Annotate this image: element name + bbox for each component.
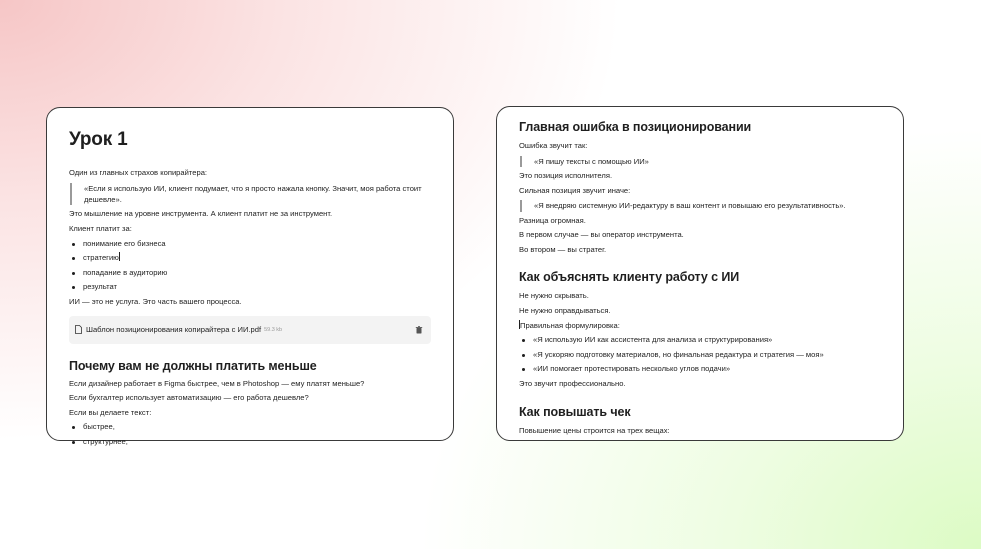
blockquote: «Если я использую ИИ, клиент подумает, что я просто нажала кнопку. Значит, моя работа стоит дешевле». [70,183,431,206]
list-item: структурнее, [69,435,431,450]
list-item: быстрее, [69,420,431,435]
lesson-card-right [496,106,904,441]
list-item: «Я ускоряю подготовку материалов, но финальная редактура и стратегия — моя» [519,348,881,363]
blockquote: «Я внедряю системную ИИ-редактуру в ваш контент и повышаю его результативность». [520,200,881,211]
section-heading: Как повышать чек [519,404,631,419]
paragraph: Разница огромная. [519,215,586,225]
paragraph-text: Правильная формулировка: [520,320,620,330]
blockquote: «Я пишу тексты с помощью ИИ» [520,156,881,167]
list-item[interactable] [69,251,431,266]
bullet-list [69,237,431,295]
paragraph: Это позиция исполнителя. [519,171,613,180]
list-item: результат [69,280,431,295]
paragraph: Если вы делаете текст: [69,407,152,417]
list-item: попадание в аудиторию [69,266,431,281]
paragraph: Не нужно скрывать. [519,291,589,301]
paragraph: Если дизайнер работает в Figma быстрее, чем в Photoshop — ему платят меньше? [69,378,365,388]
section-heading: Главная ошибка в позиционировании [519,120,752,134]
paragraph: Если бухгалтер использует автоматизацию — его работа дешевле? [69,393,309,403]
paragraph[interactable] [519,319,881,334]
paragraph: Повышение цены строится на трех вещах: [519,425,670,435]
text-cursor [119,252,120,261]
paragraph: Не нужно оправдываться. [519,305,611,315]
paragraph: В первом случае — вы оператор инструмента. [519,230,684,240]
paragraph: Это мышление на уровне инструмента. А клиент платит не за инструмент. [69,209,333,219]
bullet-list [519,333,881,377]
lesson-card-left [46,107,454,446]
bullet-list [69,420,431,449]
file-attachment[interactable] [69,316,431,344]
file-icon [75,325,82,334]
trash-icon[interactable] [415,326,423,334]
paragraph: Во втором — вы стратег. [519,244,607,254]
list-item: понимание его бизнеса [69,237,431,252]
section-heading: Почему вам не должны платить меньше [69,358,317,373]
paragraph: Один из главных страхов копирайтера: [69,168,208,177]
paragraph: Сильная позиция звучит иначе: [519,185,631,195]
list-item-text: стратегию [83,253,119,263]
paragraph: Это звучит профессионально. [519,378,626,388]
lesson-title: Урок 1 [69,129,128,150]
section-heading: Как объяснять клиенту работу с ИИ [519,270,740,285]
file-size: 59.3 kb [264,326,283,333]
paragraph: ИИ — это не услуга. Это часть вашего процесса. [69,296,242,306]
list-item: «ИИ помогает протестировать несколько углов подачи» [519,362,881,377]
file-name[interactable]: Шаблон позиционирования копирайтера с ИИ.pdf [86,325,262,335]
list-item: «Я использую ИИ как ассистента для анализа и структурирования» [519,333,881,348]
paragraph: Клиент платит за: [69,224,132,233]
paragraph: Ошибка звучит так: [519,141,588,150]
